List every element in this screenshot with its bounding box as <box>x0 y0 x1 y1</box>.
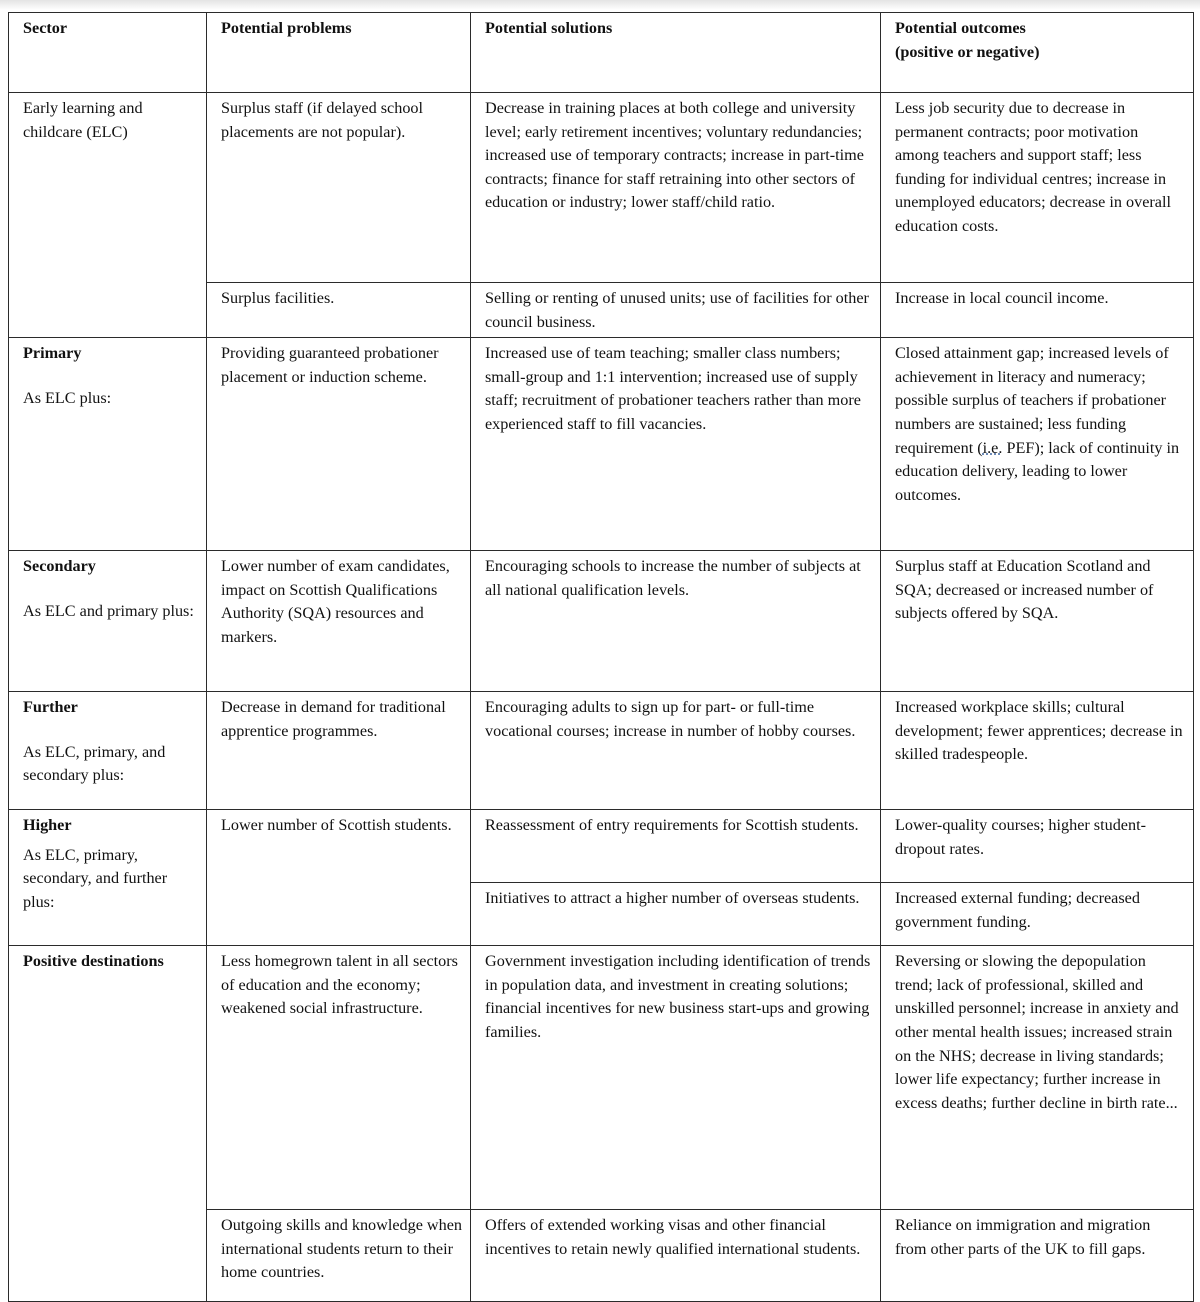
outcome-cell <box>881 338 1194 551</box>
problem-cell: Outgoing skills and knowledge when international students return to their home countries. <box>207 1210 471 1302</box>
header-solutions: Potential solutions <box>471 13 881 93</box>
problem-cell: Decrease in demand for traditional apprentice programmes. <box>207 692 471 810</box>
outcome-cell: Surplus staff at Education Scotland and SQA; decreased or increased number of subjects offered by SQA. <box>881 551 1194 692</box>
sector-positive-destinations <box>9 946 207 1302</box>
problem-cell: Surplus facilities. <box>207 283 471 338</box>
sector-title: Secondary <box>23 557 96 576</box>
header-problems: Potential problems <box>207 13 471 93</box>
sector-higher <box>9 810 207 946</box>
outcome-cell: Increased external funding; decreased government funding. <box>881 883 1194 946</box>
problem-cell: Lower number of exam candidates, impact on Scottish Qualifications Authority (SQA) resources and markers. <box>207 551 471 692</box>
sector-note: As ELC, primary, and secondary plus: <box>23 742 166 785</box>
solution-cell: Reassessment of entry requirements for Scottish students. <box>471 810 881 883</box>
solution-cell: Encouraging schools to increase the number of subjects at all national qualification levels. <box>471 551 881 692</box>
table-row <box>9 946 1194 1210</box>
table-row <box>9 810 1194 883</box>
sector-note: As ELC plus: <box>23 388 112 407</box>
sector-title: Further <box>23 698 78 717</box>
outcome-cell: Less job security due to decrease in permanent contracts; poor motivation among teachers and support staff; less funding for individual centres; increase in unemployed educators; decrease in overall education costs. <box>881 93 1194 283</box>
solution-cell: Increased use of team teaching; smaller class numbers; small-group and 1:1 intervention; increased use of supply staff; recruitment of probationer teachers rather than more experienced staff to fill vacancies. <box>471 338 881 551</box>
outcome-cell: Increased workplace skills; cultural development; fewer apprentices; decrease in skilled tradespeople. <box>881 692 1194 810</box>
solution-cell: Government investigation including identification of trends in population data, and investment in creating solutions; financial incentives for new business start-ups and growing families. <box>471 946 881 1210</box>
outcome-text-after: PEF); lack of continuity in education delivery, leading to lower outcomes. <box>895 438 1180 504</box>
solution-cell: Decrease in training places at both college and university level; early retirement incentives; voluntary redundancies; increased use of temporary contracts; increase in part-time contracts; finance for staff retraining into other sectors of education or industry; lower staff/child ratio. <box>471 93 881 283</box>
sector-title: Higher <box>23 816 72 835</box>
sector-elc: Early learning and childcare (ELC) <box>9 93 207 338</box>
problem-cell: Providing guaranteed probationer placement or induction scheme. <box>207 338 471 551</box>
outcome-cell: Lower-quality courses; higher student-dropout rates. <box>881 810 1194 883</box>
sector-primary <box>9 338 207 551</box>
table-row <box>9 93 1194 283</box>
solution-cell: Initiatives to attract a higher number of overseas students. <box>471 883 881 946</box>
sector-problems-table <box>8 12 1194 1302</box>
table-row <box>9 551 1194 692</box>
table-row <box>9 338 1194 551</box>
problem-cell: Less homegrown talent in all sectors of education and the economy; weakened social infrastructure. <box>207 946 471 1210</box>
outcome-cell: Reliance on immigration and migration from other parts of the UK to fill gaps. <box>881 1210 1194 1302</box>
header-row <box>9 13 1194 93</box>
outcome-cell: Reversing or slowing the depopulation trend; lack of professional, skilled and unskilled personnel; increase in anxiety and other mental health issues; increased strain on the NHS; decrease in living standards; lower life expectancy; further increase in excess deaths; further decline in birth rate... <box>881 946 1194 1210</box>
sector-title: Primary <box>23 344 82 363</box>
outcome-cell: Increase in local council income. <box>881 283 1194 338</box>
solution-cell: Selling or renting of unused units; use of facilities for other council business. <box>471 283 881 338</box>
sector-secondary <box>9 551 207 692</box>
sector-further <box>9 692 207 810</box>
solution-cell: Encouraging adults to sign up for part- or full-time vocational courses; increase in number of hobby courses. <box>471 692 881 810</box>
sector-title: Positive destinations <box>23 952 164 971</box>
ie-abbreviation: i.e. <box>982 438 1003 457</box>
top-shadow-band <box>0 0 1200 10</box>
header-sector: Sector <box>9 13 207 93</box>
sector-note: As ELC and primary plus: <box>23 601 194 620</box>
problem-cell: Surplus staff (if delayed school placements are not popular). <box>207 93 471 283</box>
solution-cell: Offers of extended working visas and other financial incentives to retain newly qualified international students. <box>471 1210 881 1302</box>
outcome-text-before: Closed attainment gap; increased levels of achievement in literacy and numeracy; possible surplus of teachers if probationer numbers are sustained; less funding requirement ( <box>895 344 1169 457</box>
table-row <box>9 692 1194 810</box>
problem-cell: Lower number of Scottish students. <box>207 810 471 946</box>
sector-note: As ELC, primary, secondary, and further plus: <box>23 845 168 911</box>
header-outcomes: Potential outcomes (positive or negative) <box>881 13 1194 93</box>
